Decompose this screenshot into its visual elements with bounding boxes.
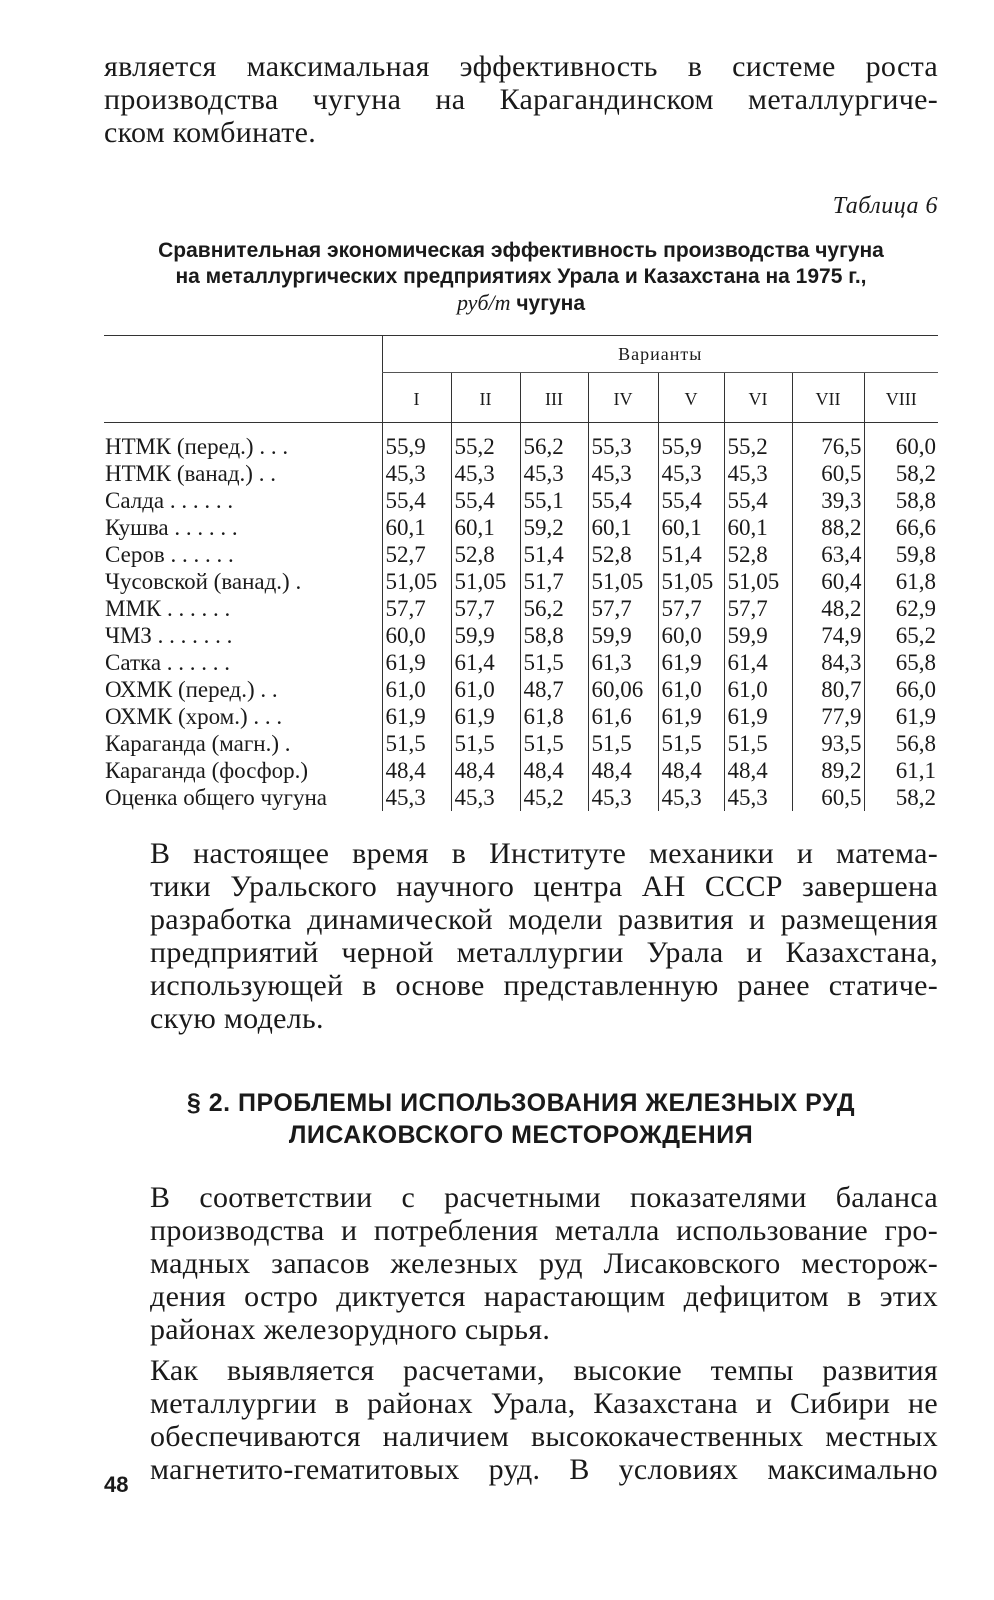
caption-line: на металлургических предприятиях Урала и Казахстана на 1975 г., (175, 265, 867, 288)
table-cell: 52,7 (382, 541, 451, 568)
table-cell: 56,8 (864, 730, 938, 757)
table-cell: 45,3 (451, 784, 520, 811)
table-cell: 51,4 (520, 541, 588, 568)
table-cell: 65,2 (864, 622, 938, 649)
table-cell: 55,2 (451, 433, 520, 460)
table-cell: 45,2 (520, 784, 588, 811)
table-cell: 89,2 (792, 757, 864, 784)
table-cell: 61,8 (864, 568, 938, 595)
column-header: VI (724, 373, 792, 423)
table-cell: 60,1 (588, 514, 658, 541)
table-cell: 58,8 (520, 622, 588, 649)
table-cell: 55,1 (520, 487, 588, 514)
table-cell: 66,6 (864, 514, 938, 541)
table-cell: 61,0 (382, 676, 451, 703)
row-label: ММК . . . . . . (105, 596, 231, 621)
table-cell: 45,3 (382, 460, 451, 487)
table-cell: 55,4 (724, 487, 792, 514)
row-label: Салда . . . . . . (105, 488, 234, 513)
text-line: скую модель. (150, 1002, 324, 1035)
table-cell: 45,3 (520, 460, 588, 487)
table-cell: 60,1 (658, 514, 724, 541)
table-cell: 48,4 (382, 757, 451, 784)
text-line: обеспечиваются наличием высококачественных местных (150, 1420, 938, 1453)
table-cell: 66,0 (864, 676, 938, 703)
table-cell: 55,9 (658, 433, 724, 460)
table-cell: 48,2 (792, 595, 864, 622)
table-caption (104, 238, 938, 317)
text-line: дения остро диктуется нарастающим дефицитом в этих (150, 1280, 938, 1313)
table-row (104, 595, 938, 622)
table-cell: 61,9 (658, 703, 724, 730)
section-title (104, 1087, 938, 1151)
column-header: III (520, 373, 588, 423)
text-line: ском комбинате. (104, 116, 317, 149)
table-cell: 57,7 (588, 595, 658, 622)
paragraph-institute (104, 837, 938, 1035)
row-label: ЧМЗ . . . . . . . (105, 623, 233, 648)
table-cell: 55,4 (451, 487, 520, 514)
table-cell: 61,9 (382, 649, 451, 676)
table-cell: 55,3 (588, 433, 658, 460)
table-cell: 55,4 (588, 487, 658, 514)
section-title-line: ЛИСАКОВСКОГО МЕСТОРОЖДЕНИЯ (288, 1121, 754, 1149)
table-cell: 48,4 (520, 757, 588, 784)
table-cell: 51,05 (382, 568, 451, 595)
table-body (104, 433, 938, 811)
table-cell: 55,4 (382, 487, 451, 514)
table-cell: 48,4 (724, 757, 792, 784)
table-cell: 61,6 (588, 703, 658, 730)
caption-units (104, 290, 938, 317)
table-cell: 61,0 (451, 676, 520, 703)
table-cell: 52,8 (588, 541, 658, 568)
table-cell: 55,9 (382, 433, 451, 460)
table-row (104, 784, 938, 811)
row-label: Чусовской (ванад.) . (105, 569, 302, 594)
table-cell: 51,5 (451, 730, 520, 757)
text-line: мадных запасов железных руд Лисаковского месторож- (150, 1247, 938, 1280)
data-table (104, 335, 938, 811)
table-cell: 48,4 (588, 757, 658, 784)
table-cell: 60,0 (864, 433, 938, 460)
column-header: IV (588, 373, 658, 423)
table-cell: 88,2 (792, 514, 864, 541)
table-cell: 60,5 (792, 784, 864, 811)
table-cell: 45,3 (658, 784, 724, 811)
section-title-line: § 2. ПРОБЛЕМЫ ИСПОЛЬЗОВАНИЯ ЖЕЛЕЗНЫХ РУД (186, 1089, 856, 1117)
text-line: разработка динамической модели развития и размещения (150, 903, 938, 936)
table-cell: 45,3 (724, 460, 792, 487)
table-row (104, 649, 938, 676)
table-cell: 52,8 (451, 541, 520, 568)
table-cell: 80,7 (792, 676, 864, 703)
text-line: является максимальная эффективность в системе роста (104, 50, 938, 83)
table-cell: 58,8 (864, 487, 938, 514)
table-cell: 59,9 (724, 622, 792, 649)
table-cell: 55,4 (658, 487, 724, 514)
table-cell: 59,9 (451, 622, 520, 649)
table-cell: 39,3 (792, 487, 864, 514)
table-cell: 61,0 (658, 676, 724, 703)
table-cell: 61,9 (658, 649, 724, 676)
intro-paragraph (104, 50, 938, 149)
variants-header: Варианты (382, 336, 938, 373)
table-cell: 51,5 (658, 730, 724, 757)
row-label: Сатка . . . . . . (105, 650, 231, 675)
column-header: I (382, 373, 451, 423)
table-cell: 45,3 (658, 460, 724, 487)
table-cell: 61,9 (451, 703, 520, 730)
table-cell: 61,3 (588, 649, 658, 676)
table-cell: 51,5 (520, 730, 588, 757)
table-cell: 60,4 (792, 568, 864, 595)
table-cell: 58,2 (864, 784, 938, 811)
table-cell: 48,7 (520, 676, 588, 703)
table-cell: 60,1 (451, 514, 520, 541)
table-cell: 59,8 (864, 541, 938, 568)
caption-line: Сравнительная экономическая эффективность производства чугуна (158, 239, 884, 262)
table-cell: 60,06 (588, 676, 658, 703)
table-cell: 61,0 (724, 676, 792, 703)
text-line: производства и потребления металла использование гро- (150, 1214, 938, 1247)
page-content (104, 44, 938, 1486)
table-cell: 61,8 (520, 703, 588, 730)
table-cell: 57,7 (658, 595, 724, 622)
row-label: НТМК (перед.) . . . (105, 434, 289, 459)
table-cell: 93,5 (792, 730, 864, 757)
table-cell: 61,1 (864, 757, 938, 784)
text-line: использующей в основе представленную ранее статиче- (150, 969, 938, 1002)
column-header: VII (792, 373, 864, 423)
table-cell: 60,1 (724, 514, 792, 541)
row-label: Караганда (магн.) . (105, 731, 291, 756)
table-cell: 77,9 (792, 703, 864, 730)
table-row (104, 730, 938, 757)
page-number: 48 (104, 1472, 129, 1497)
table-cell: 57,7 (724, 595, 792, 622)
text-line: В соответствии с расчетными показателями баланса (150, 1181, 938, 1214)
table-cell: 45,3 (588, 784, 658, 811)
table-cell: 51,5 (724, 730, 792, 757)
row-label: НТМК (ванад.) . . (105, 461, 276, 486)
table-cell: 48,4 (658, 757, 724, 784)
caption-units-italic: руб/т (456, 290, 511, 315)
table-row (104, 541, 938, 568)
table-cell: 56,2 (520, 433, 588, 460)
row-label: ОХМК (хром.) . . . (105, 704, 283, 729)
table-row (104, 487, 938, 514)
header-empty (104, 336, 382, 373)
table-cell: 51,05 (658, 568, 724, 595)
header-empty (104, 373, 382, 423)
table-cell: 52,8 (724, 541, 792, 568)
row-label: ОХМК (перед.) . . (105, 677, 278, 702)
table-header-rule (104, 423, 938, 434)
table-cell: 84,3 (792, 649, 864, 676)
table-cell: 61,4 (724, 649, 792, 676)
table-cell: 76,5 (792, 433, 864, 460)
paragraph-calculations (104, 1354, 938, 1486)
table-row (104, 460, 938, 487)
column-header: VIII (864, 373, 938, 423)
text-line: В настоящее время в Институте механики и матема- (150, 837, 938, 870)
table-cell: 57,7 (451, 595, 520, 622)
table-cell: 51,5 (588, 730, 658, 757)
table-cell: 60,0 (382, 622, 451, 649)
text-line: Как выявляется расчетами, высокие темпы развития (150, 1354, 938, 1387)
row-label: Оценка общего чугуна (105, 785, 327, 810)
table-cell: 48,4 (451, 757, 520, 784)
row-label: Серов . . . . . . (105, 542, 234, 567)
text-line: металлургии в районах Урала, Казахстана и Сибири не (150, 1387, 938, 1420)
table-cell: 58,2 (864, 460, 938, 487)
column-header: II (451, 373, 520, 423)
table-cell: 61,9 (724, 703, 792, 730)
row-label: Кушва . . . . . . (105, 515, 238, 540)
table-cell: 55,2 (724, 433, 792, 460)
table-label: Таблица 6 (832, 193, 938, 219)
row-label: Караганда (фосфор.) (105, 758, 309, 783)
table-cell: 51,05 (588, 568, 658, 595)
table-row (104, 514, 938, 541)
table-cell: 51,5 (520, 649, 588, 676)
table-cell: 51,7 (520, 568, 588, 595)
table-cell: 51,05 (451, 568, 520, 595)
table-row (104, 568, 938, 595)
text-line: производства чугуна на Карагандинском металлургиче- (104, 83, 938, 116)
table-row (104, 433, 938, 460)
table-cell: 60,0 (658, 622, 724, 649)
text-line: предприятий черной металлургии Урала и Казахстана, (150, 936, 938, 969)
table-cell: 56,2 (520, 595, 588, 622)
caption-units-rest: чугуна (510, 292, 586, 315)
table-cell: 45,3 (382, 784, 451, 811)
table-cell: 60,1 (382, 514, 451, 541)
column-header-row (104, 373, 938, 423)
table-row (104, 622, 938, 649)
table-cell: 62,9 (864, 595, 938, 622)
table-cell: 59,2 (520, 514, 588, 541)
table-header-row (104, 336, 938, 373)
table-row (104, 757, 938, 784)
table-cell: 45,3 (724, 784, 792, 811)
table-cell: 61,9 (864, 703, 938, 730)
column-header: V (658, 373, 724, 423)
table-cell: 45,3 (588, 460, 658, 487)
table-cell: 57,7 (382, 595, 451, 622)
table-cell: 51,05 (724, 568, 792, 595)
table-cell: 61,4 (451, 649, 520, 676)
table-cell: 60,5 (792, 460, 864, 487)
table-cell: 59,9 (588, 622, 658, 649)
table-row (104, 676, 938, 703)
paragraph-balance (104, 1181, 938, 1346)
table-cell: 63,4 (792, 541, 864, 568)
table-cell: 51,4 (658, 541, 724, 568)
table-cell: 61,9 (382, 703, 451, 730)
table-cell: 65,8 (864, 649, 938, 676)
text-line: магнетито-гематитовых руд. В условиях максимально (150, 1453, 938, 1486)
table-cell: 51,5 (382, 730, 451, 757)
table-cell: 74,9 (792, 622, 864, 649)
text-line: тики Уральского научного центра АН СССР завершена (150, 870, 938, 903)
table-cell: 45,3 (451, 460, 520, 487)
text-line: районах железорудного сырья. (150, 1313, 551, 1346)
table-row (104, 703, 938, 730)
